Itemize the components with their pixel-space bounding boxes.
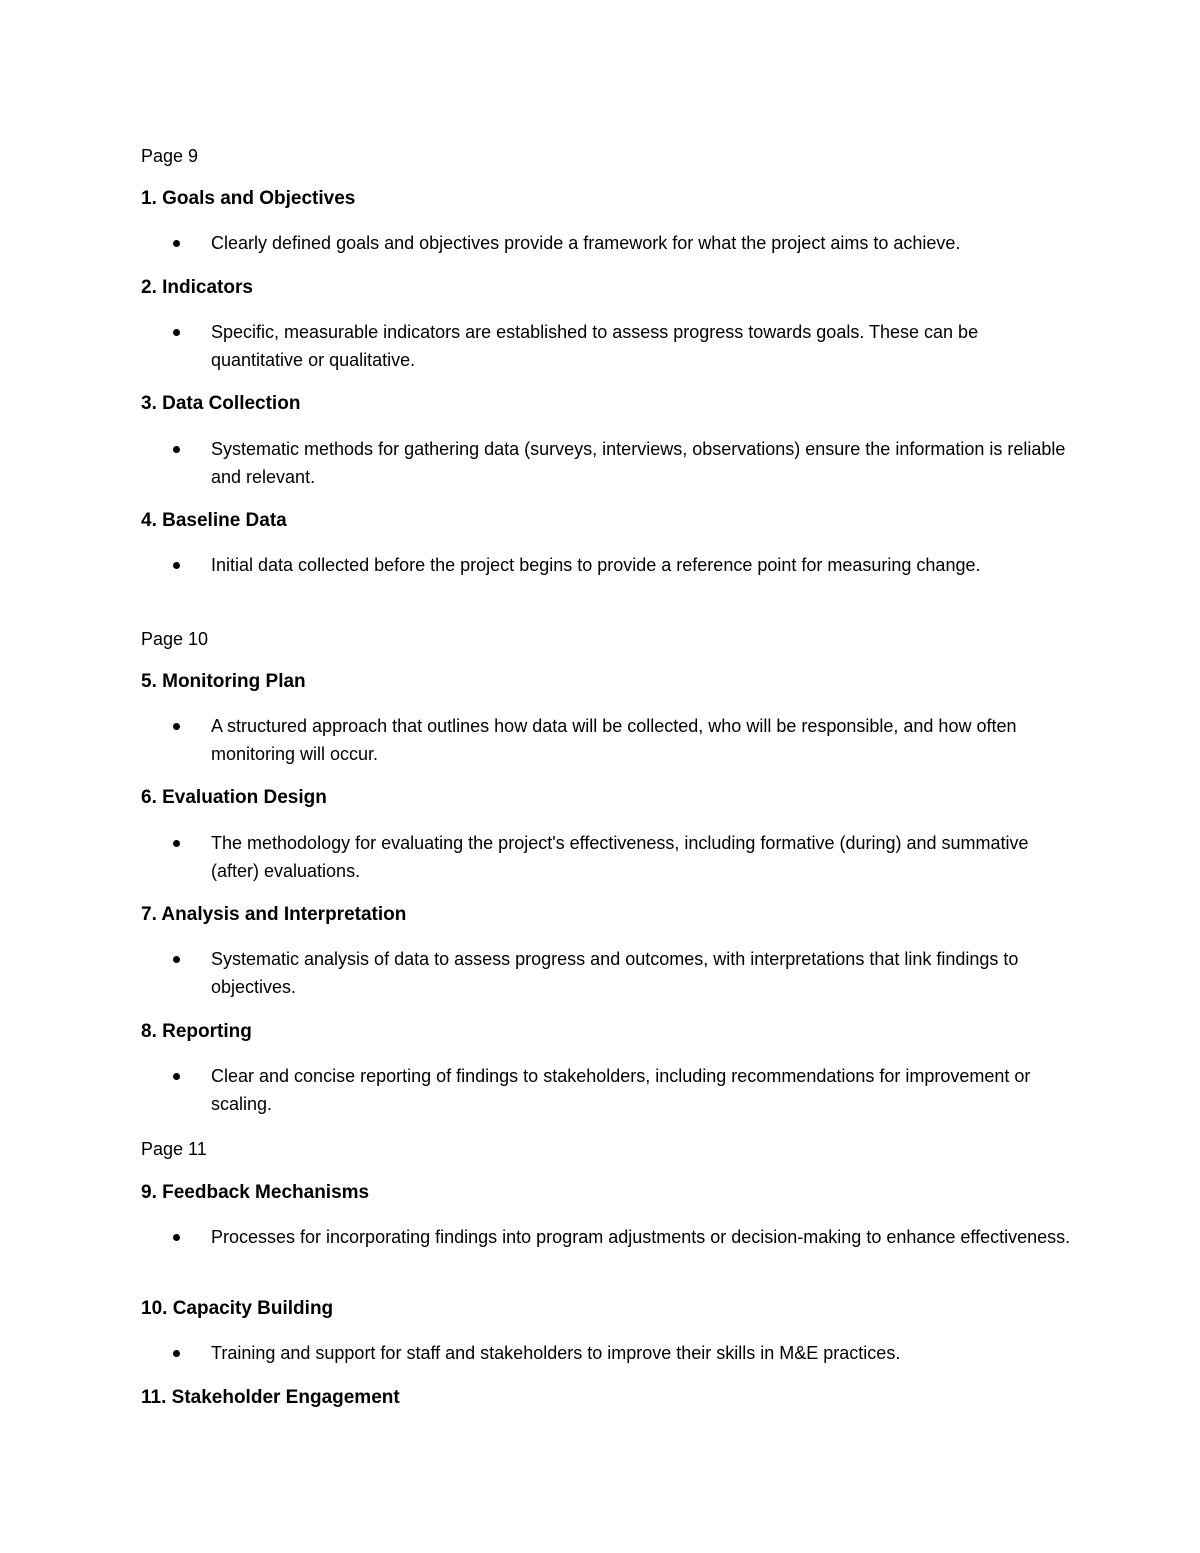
section-heading: 7. Analysis and Interpretation bbox=[141, 904, 407, 925]
bullet-icon bbox=[173, 240, 180, 247]
section-heading: 11. Stakeholder Engagement bbox=[141, 1387, 400, 1408]
page-label: Page 10 bbox=[141, 629, 209, 649]
bullet-icon bbox=[173, 562, 180, 569]
bullet-item bbox=[141, 1062, 1081, 1118]
bullet-item bbox=[141, 829, 1081, 885]
bullet-icon bbox=[173, 1234, 180, 1241]
bullet-item bbox=[141, 945, 1081, 1001]
section-heading: 4. Baseline Data bbox=[141, 510, 287, 531]
section-heading: 1. Goals and Objectives bbox=[141, 188, 356, 209]
bullet-item bbox=[141, 435, 1081, 491]
bullet-icon bbox=[173, 446, 180, 453]
bullet-item bbox=[141, 1223, 1081, 1251]
bullet-text: Training and support for staff and stakeholders to improve their skills in M&E practices. bbox=[211, 1343, 901, 1363]
bullet-text: Clear and concise reporting of findings to stakeholders, including recommendations for improvement or scaling. bbox=[211, 1066, 1031, 1114]
bullet-text: Processes for incorporating findings into program adjustments or decision-making to enhance effectiveness. bbox=[211, 1227, 1071, 1247]
section-heading: 3. Data Collection bbox=[141, 393, 301, 414]
bullet-item bbox=[141, 712, 1081, 768]
section-heading: 5. Monitoring Plan bbox=[141, 671, 306, 692]
bullet-text: Clearly defined goals and objectives provide a framework for what the project aims to achieve. bbox=[211, 233, 961, 253]
bullet-icon bbox=[173, 840, 180, 847]
page-label: Page 11 bbox=[141, 1139, 207, 1159]
bullet-icon bbox=[173, 1073, 180, 1080]
bullet-text: Systematic methods for gathering data (surveys, interviews, observations) ensure the information is reliable and relevant. bbox=[211, 439, 1066, 487]
section-heading: 6. Evaluation Design bbox=[141, 787, 327, 808]
bullet-icon bbox=[173, 956, 180, 963]
bullet-icon bbox=[173, 329, 180, 336]
bullet-icon bbox=[173, 723, 180, 730]
bullet-item bbox=[141, 551, 1081, 579]
section-heading: 10. Capacity Building bbox=[141, 1298, 334, 1319]
section-heading: 9. Feedback Mechanisms bbox=[141, 1182, 370, 1203]
bullet-text: A structured approach that outlines how data will be collected, who will be responsible, and how often monitoring will occur. bbox=[211, 716, 1017, 764]
bullet-item bbox=[141, 229, 1081, 257]
bullet-text: Initial data collected before the project begins to provide a reference point for measuring change. bbox=[211, 555, 981, 575]
bullet-item bbox=[141, 318, 1081, 374]
section-heading: 2. Indicators bbox=[141, 277, 253, 298]
bullet-text: Systematic analysis of data to assess progress and outcomes, with interpretations that link findings to objectives. bbox=[211, 949, 1019, 997]
bullet-text: The methodology for evaluating the project's effectiveness, including formative (during) and summative (after) evaluations. bbox=[211, 833, 1029, 881]
section-heading: 8. Reporting bbox=[141, 1021, 252, 1042]
bullet-icon bbox=[173, 1350, 180, 1357]
page-label: Page 9 bbox=[141, 146, 199, 166]
bullet-text: Specific, measurable indicators are established to assess progress towards goals. These can be quantitative or qualitative. bbox=[211, 322, 979, 370]
bullet-item bbox=[141, 1339, 1081, 1367]
